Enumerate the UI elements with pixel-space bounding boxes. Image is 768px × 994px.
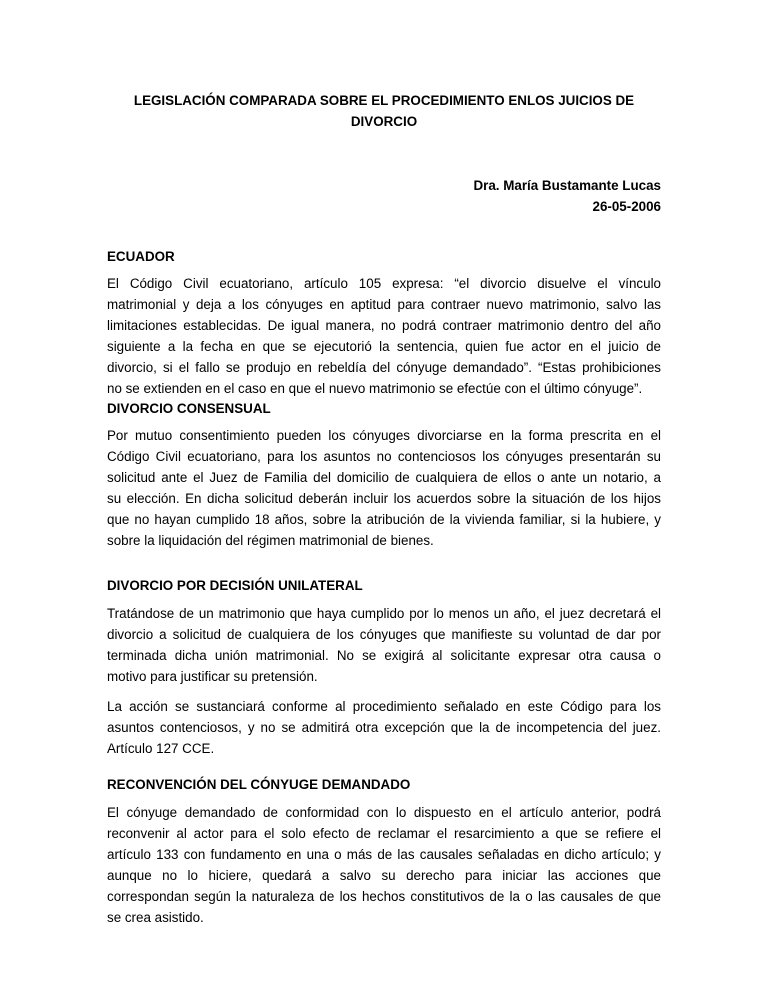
title-line: LEGISLACIÓN COMPARADA SOBRE EL PROCEDIMIENTO ENLOS JUICIOS DE — [133, 93, 635, 108]
text-line: motivo para justificar su pretensión. — [107, 669, 318, 684]
section-heading-unilateral: DIVORCIO POR DECISIÓN UNILATERAL — [107, 578, 363, 593]
text-line: aunque no lo hiciere, quedará a salvo su derecho para iniciar las acciones que — [107, 868, 661, 883]
section-heading-consensual: DIVORCIO CONSENSUAL — [107, 401, 271, 416]
text-line: Por mutuo consentimiento pueden los cónyuges divorciarse en la forma prescrita en el — [107, 428, 661, 443]
text-line: divorcio, si el fallo se produjo en rebeldía del cónyuge demandado”. “Estas prohibiciones — [107, 360, 661, 375]
paragraph-unilateral-2 — [107, 696, 661, 759]
text-line: no se extienden en el caso en que el nuevo matrimonio se efectúe con el último cónyuge”. — [107, 381, 643, 396]
section-heading-reconvencion: RECONVENCIÓN DEL CÓNYUGE DEMANDADO — [107, 777, 411, 792]
section-heading-ecuador: ECUADOR — [107, 249, 175, 264]
text-line: solicitud ante el Juez de Familia del domicilio de cualquiera de ellos o ante un notario, a — [107, 470, 661, 485]
text-line: La acción se sustanciará conforme al procedimiento señalado en este Código para los — [107, 699, 661, 714]
text-line: asuntos contenciosos, y no se admitirá otra excepción que la de incompetencia del juez. — [107, 720, 661, 735]
text-line: reconvenir al actor para el solo efecto de reclamar el resarcimiento a que se refiere el — [107, 826, 661, 841]
text-line: divorcio a solicitud de cualquiera de los cónyuges que manifieste su voluntad de dar por — [107, 627, 661, 642]
text-line: matrimonial y deja a los cónyuges en aptitud para contraer nuevo matrimonio, salvo las — [107, 297, 661, 312]
text-line: se crea asistido. — [107, 910, 204, 925]
document-date: 26-05-2006 — [592, 199, 661, 214]
text-line: su elección. En dicha solicitud deberán incluir los acuerdos sobre la situación de los hijos — [107, 491, 661, 506]
text-line: correspondan según la naturaleza de los hechos constitutivos de la o las causales de que — [107, 889, 661, 904]
text-line: limitaciones establecidas. De igual manera, no podrá contraer matrimonio dentro del año — [107, 318, 661, 333]
text-line: Código Civil ecuatoriano, para los asuntos no contenciosos los cónyuges presentarán su — [107, 449, 661, 464]
text-line: El cónyuge demandado de conformidad con lo dispuesto en el artículo anterior, podrá — [107, 805, 661, 820]
text-line: sobre la liquidación del régimen matrimonial de bienes. — [107, 533, 434, 548]
title-line: DIVORCIO — [350, 114, 418, 129]
text-line: que no hayan cumplido 18 años, sobre la atribución de la vivienda familiar, si la hubiere, y — [107, 512, 661, 527]
paragraph-unilateral-1 — [107, 603, 661, 687]
text-line: siguiente a la fecha en que se ejecutorió la sentencia, quien fue actor en el juicio de — [107, 339, 661, 354]
paragraph-reconvencion — [107, 802, 661, 928]
text-line: El Código Civil ecuatoriano, artículo 105 expresa: “el divorcio disuelve el vínculo — [107, 276, 661, 291]
paragraph-ecuador — [107, 273, 661, 399]
text-line: artículo 133 con fundamento en una o más de las causales señaladas en dicho artículo; y — [107, 847, 661, 862]
text-line: terminada dicha unión matrimonial. No se exigirá al solicitante expresar otra causa o — [107, 648, 661, 663]
author-name: Dra. María Bustamante Lucas — [473, 178, 661, 193]
text-line: Artículo 127 CCE. — [107, 741, 215, 756]
paragraph-consensual — [107, 425, 661, 551]
author-block — [107, 175, 661, 217]
document-title — [107, 90, 661, 132]
text-line: Tratándose de un matrimonio que haya cumplido por lo menos un año, el juez decretará el — [107, 606, 661, 621]
